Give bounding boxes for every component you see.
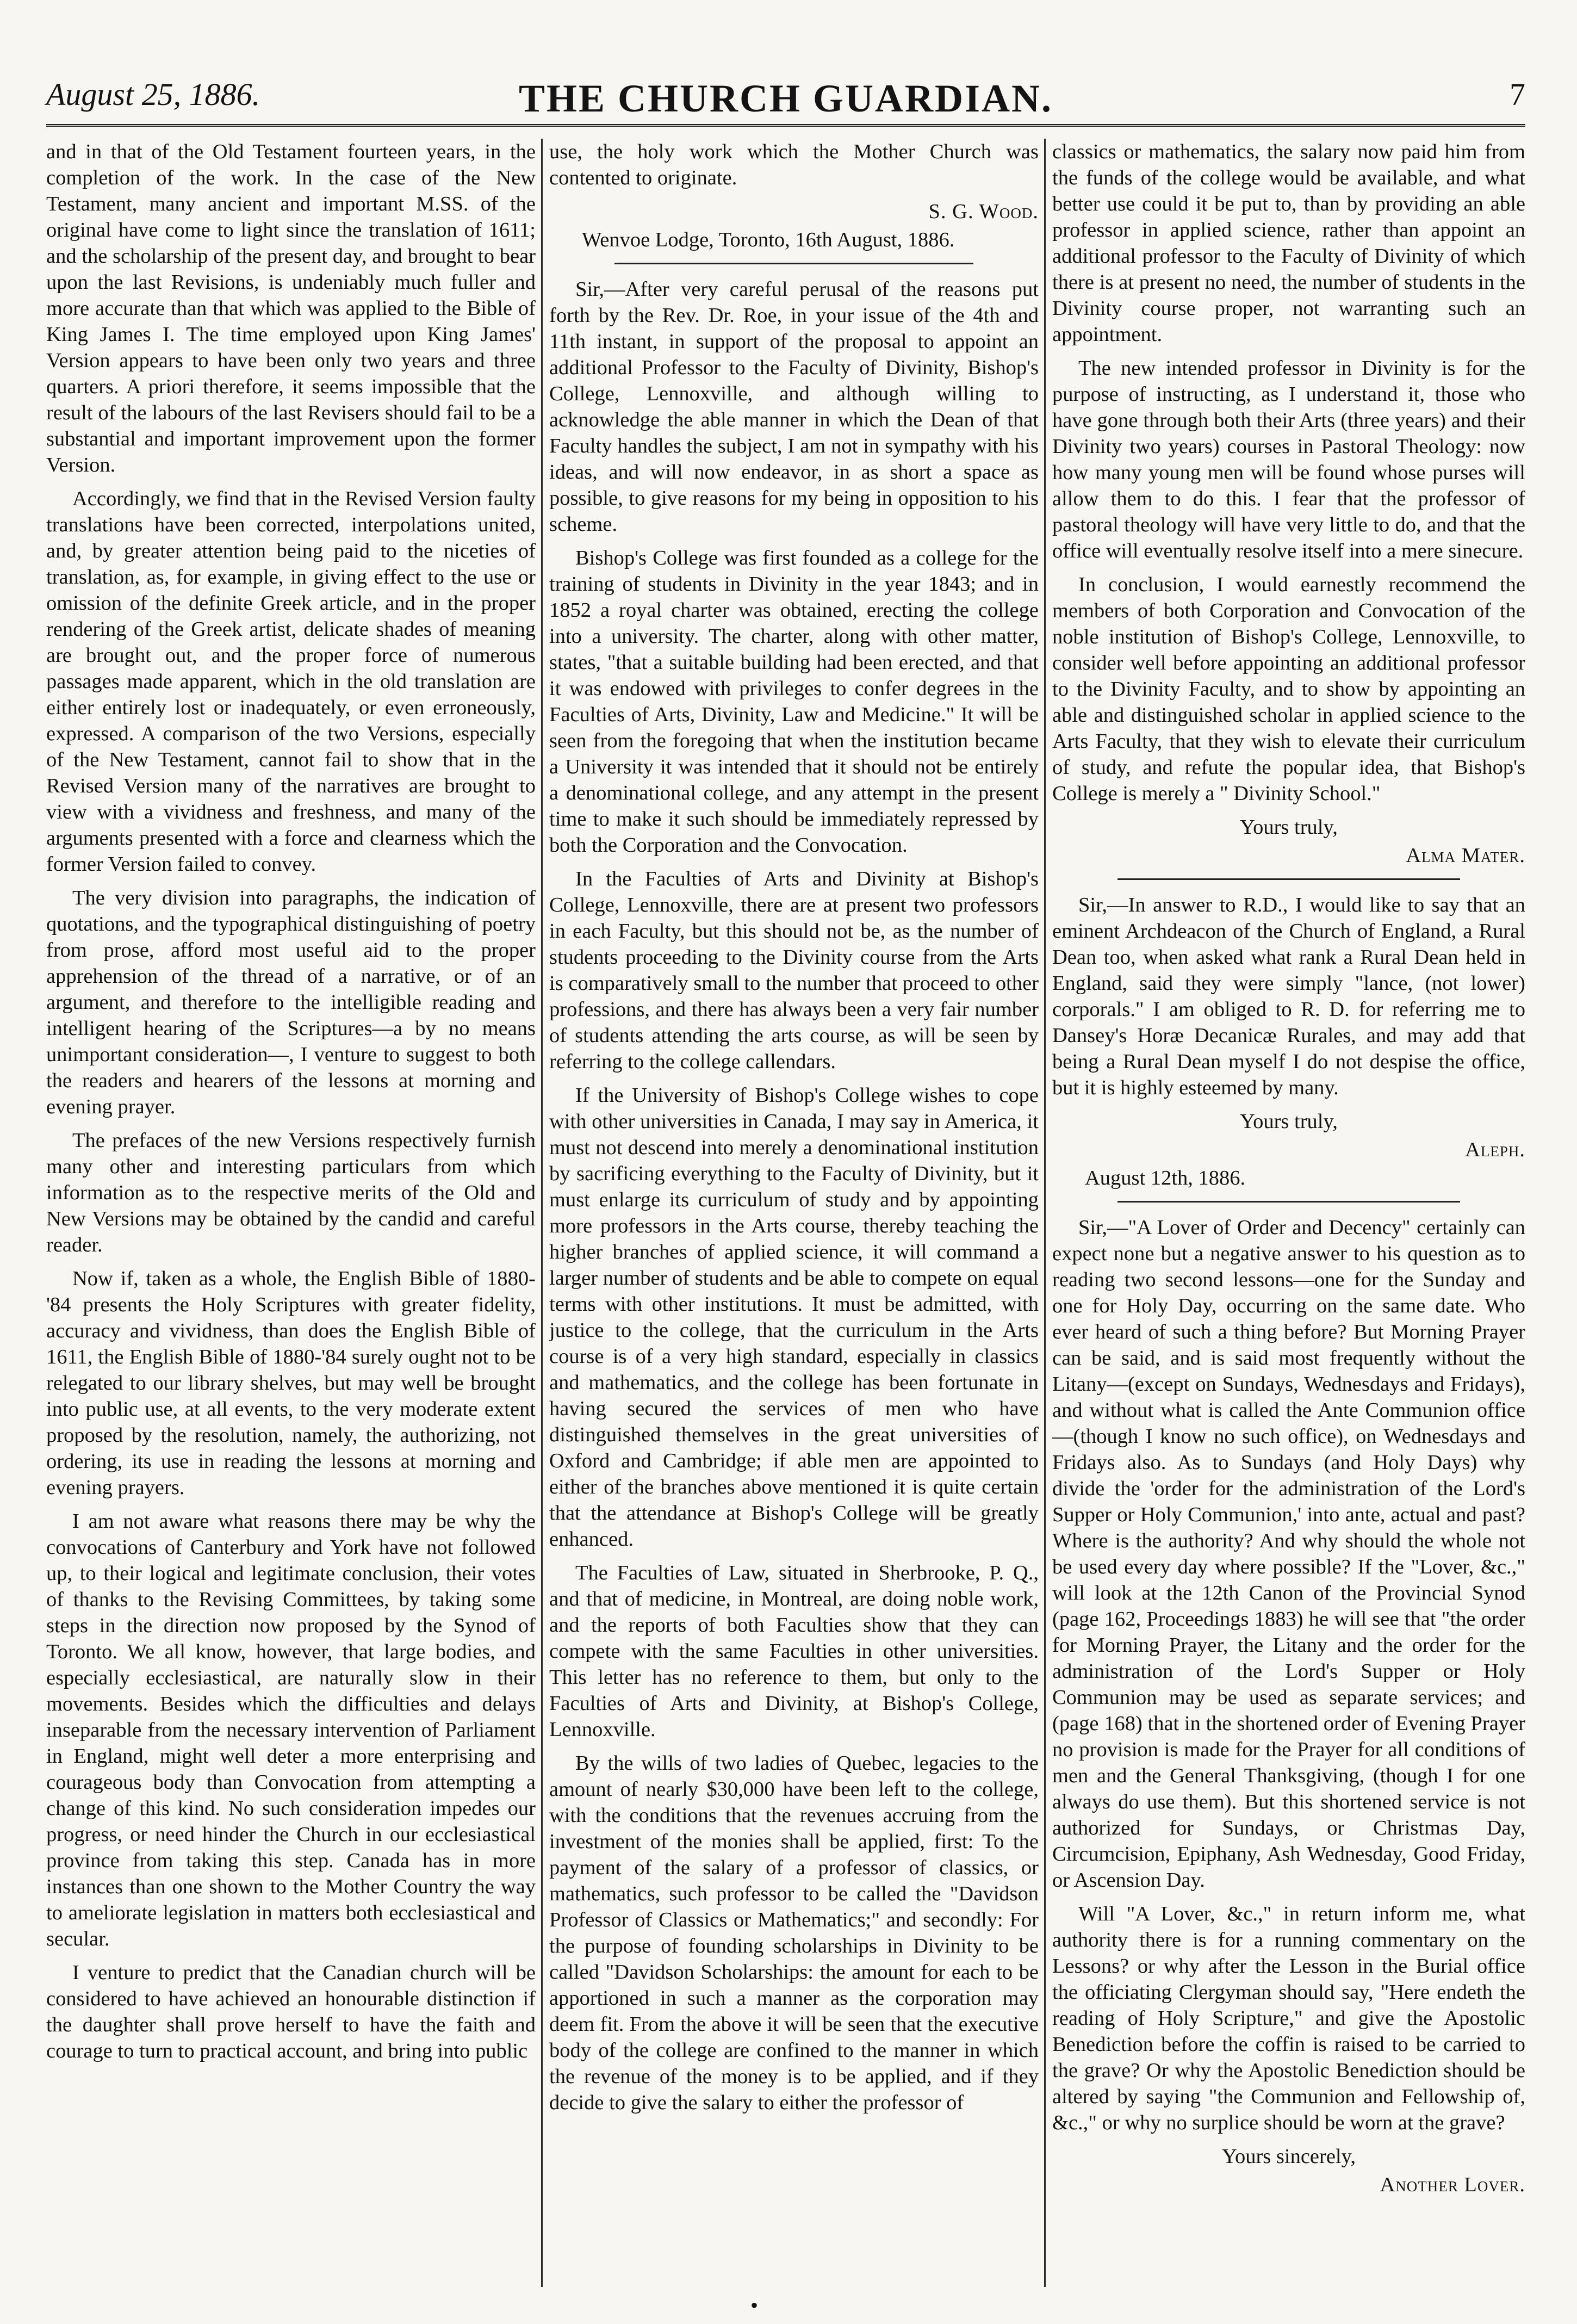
paragraph: I am not aware what reasons there may be why the convocations of Canterbury and York have not followed up, to their logical and legitimate conclusion, their votes of thanks to the Revising Committees, by taking some steps in the direction now proposed by the Synod of Toronto. We all know, however, that large bodies, and especially ecclesiastical, are naturally slow in their movements. Besides which the difficulties and delays inseparable from the necessary intervention of Parliament in England, might well deter a more enterprising and courageous body than Convocation from attempting a change of this kind. No such consideration impedes our progress, or need hinder the Church in our ecclesiastical province from taking this step. Canada has in more instances than one shown to the Mother Country the way to ameliorate legislation in matters both ecclesiastical and secular. (46, 1510, 536, 1950)
letter-closing: Yours sincerely, (1222, 2145, 1356, 2168)
column-3 (1052, 139, 1525, 2287)
paragraph: The very division into paragraphs, the indication of quotations, and the typographical distinguishing of poetry from prose, afford most useful aid to the proper apprehension of the thread of a narrative, or of an argument, and therefore to the intelligible reading and intelligent hearing of the Scriptures—a by no means unimportant consideration—, I venture to suggest to both the readers and hearers of the lessons at morning and evening prayer. (46, 887, 536, 1118)
letter-closing: Yours truly, (1240, 816, 1338, 839)
column-rule (1044, 139, 1046, 2287)
letter-signature: Alma Mater. (1406, 844, 1525, 867)
column-2 (549, 139, 1039, 2287)
paragraph: The new intended professor in Divinity is for the purpose of instructing, as I understand it, those who have gone through both their Arts (three years) and their Divinity two years) courses in Pastoral Theology: now how many young men will be found whose purses will allow them to do this. I fear that the professor of pastoral theology will have very little to do, and that the office will eventually resolve itself into a mere sinecure. (1052, 357, 1525, 562)
column-rule (541, 139, 543, 2287)
paragraph: I venture to predict that the Canadian church will be considered to have achieved an honourable distinction if the daughter shall prove herself to have the faith and courage to turn to practical account, and bring into public (46, 1961, 536, 2062)
paragraph: Bishop's College was first founded as a college for the training of students in Divinity in the year 1843; and in 1852 a royal charter was obtained, erecting the college into a university. The charter, along with other matter, states, "that a suitable building had been erected, and that it was endowed with privileges to confer degrees in the Faculties of Arts, Divinity, Law and Medicine." It will be seen from the foregoing that when the institution became a University it was intended that it should not be entirely a denominational college, and any attempt in the present time to make it such should be immediately repressed by both the Corporation and the Convocation. (549, 547, 1039, 857)
paragraph: Now if, taken as a whole, the English Bible of 1880-'84 presents the Holy Scriptures with greater fidelity, accuracy and vividness, than does the English Bible of 1611, the English Bible of 1880-'84 surely ought not to be relegated to our library shelves, but may well be brought into public use, at all events, to the very moderate extent proposed by the resolution, namely, the authorizing, not ordering, its use in reading the lessons at morning and evening prayers. (46, 1267, 536, 1499)
paragraph: If the University of Bishop's College wishes to cope with other universities in Canada, I may say in America, it must not descend into merely a denominational institution by sacrificing everything to the Faculty of Divinity, but it must enlarge its curriculum of study and by appointing more professors in the Arts course, thereby teaching the higher branches of applied science, it will command a larger number of students and be able to compete on equal terms with other institutions. It must be admitted, with justice to the college, that the curriculum in the Arts course is of a very high standard, especially in classics and mathematics, and the college has been fortunate in having secured the services of men who have distinguished themselves in the great universities of Oxford and Cambridge; if able men are appointed to either of the branches above mentioned it is quite certain that the attendance at Bishop's College will be greatly enhanced. (549, 1084, 1039, 1551)
issue-date: August 25, 1886. (46, 77, 260, 112)
footer-mark: • (750, 2293, 759, 2317)
paragraph: The prefaces of the new Versions respectively furnish many other and interesting particulars from which information as to the respective merits of the Old and New Versions may be obtained by the candid and careful reader. (46, 1129, 536, 1256)
paragraph: classics or mathematics, the salary now paid him from the funds of the college would be available, and what better use could it be put to, than by providing an able professor in applied science, rather than appoint an additional professor to the Faculty of Divinity of which there is at present no need, the number of students in the Divinity course proper, not warranting such an appointment. (1052, 140, 1525, 346)
paragraph: and in that of the Old Testament fourteen years, in the completion of the work. In the case of the New Testament, many ancient and important M.SS. of the original have come to light since the translation of 1611; and the scholarship of the present day, and brought to bear upon the last Revisions, is undeniably much fuller and more accurate than that which was applied to the Bible of King James I. The time employed upon King James' Version appears to have been only two years and three quarters. A priori therefore, it seems impossible that the result of the labours of the last Revisers should fail to be a substantial and important improvement upon the former Version. (46, 140, 536, 476)
page-number: 7 (1510, 77, 1525, 112)
letter-divider (1117, 1201, 1460, 1203)
letter-divider (614, 263, 973, 264)
letter-signature: Aleph. (1465, 1138, 1525, 1161)
paragraph: Sir,—"A Lover of Order and Decency" certainly can expect none but a negative answer to his question as to reading two second lessons—one for the Sunday and one for Holy Day, occurring on the same date. Who ever heard of such a thing before? But Morning Prayer can be said, and is said most frequently without the Litany—(except on Sundays, Wednesdays and Fridays), and without what is called the Ante Communion office—(though I know no such office), on Wednesdays and Fridays also. As to Sundays (and Holy Days) why divide the 'order for the administration of the Lord's Supper or Holy Communion,' into ante, actual and past? Where is the authority? And why should the whole not be used every day where possible? If the "Lover, &c.," will look at the 12th Canon of the Provincial Synod (page 162, Proceedings 1883) he will see that "the order for Morning Prayer, the Litany and the order for the administration of the Lord's Supper or Holy Communion may be used as separate services; and (page 168) that in the shortened order of Evening Prayer no provision is made for the Prayer for all conditions of men and the General Thanksgiving, (though I for one always do use them). But this shortened service is not authorized for Sundays, or Christmas Day, Circumcision, Epiphany, Ash Wednesday, Good Friday, or Ascension Day. (1052, 1216, 1525, 1892)
paragraph: Sir,—In answer to R.D., I would like to say that an eminent Archdeacon of the Church of England, a Rural Dean too, when asked what rank a Rural Dean held in England, said they were simply "lance, (not lower) corporals." I am obliged to R. D. for referring me to Dansey's Horæ Decanicæ Rurales, and may add that being a Rural Dean myself I do not despise the office, but it is highly esteemed by many. (1052, 894, 1525, 1099)
paragraph: By the wills of two ladies of Quebec, legacies to the amount of nearly $30,000 have been left to the college, with the conditions that the revenues accruing from the investment of the monies shall be applied, first: To the payment of the salary of a professor of classics, or mathematics, such professor to be called the "Davidson Professor of Classics or Mathematics;" and secondly: For the purpose of founding scholarships in Divinity to be called "Davidson Scholarships: the amount for each to be apportioned in such a manner as the corporation may deem fit. From the above it will be seen that the executive body of the college are confined to the manner in which the revenue of the money is to be applied, and if they decide to give the salary to either the professor of (549, 1752, 1039, 2114)
letter-divider (1117, 878, 1460, 880)
paragraph: use, the holy work which the Mother Church was contented to originate. (549, 140, 1039, 189)
paragraph: In conclusion, I would earnestly recommend the members of both Corporation and Convocation of the noble institution of Bishop's College, Lennoxville, to consider well before appointing an additional professor to the Divinity Faculty, and to show by appointing an able and distinguished scholar in applied science to the Arts Faculty, that they wish to elevate their curriculum of study, and refute the popular idea, that Bishop's College is merely a " Divinity School." (1052, 573, 1525, 805)
paragraph: In the Faculties of Arts and Divinity at Bishop's College, Lennoxville, there are at present two professors in each Faculty, but this should not be, as the number of students proceeding to the Divinity course from the Arts is comparatively small to the number that proceed to other professions, and there has always been a very fair number of students attending the arts course, as will be seen by referring to the college callendars. (549, 867, 1039, 1073)
letter-signature: S. G. Wood. (928, 200, 1039, 223)
letter-dateline: Wenvoe Lodge, Toronto, 16th August, 1886. (582, 228, 955, 251)
masthead (46, 64, 1525, 127)
paragraph: Sir,—After very careful perusal of the reasons put forth by the Rev. Dr. Roe, in your issue of the 4th and 11th instant, in support of the proposal to appoint an additional Professor to the Faculty of Divinity, Bishop's College, Lennoxville, and although willing to acknowledge the able manner in which the Dean of that Faculty handles the subject, I am not in sympathy with his ideas, and will now endeavor, in as short a space as possible, to give reasons for my being in opposition to his scheme. (549, 278, 1039, 536)
letter-closing: Yours truly, (1240, 1110, 1338, 1133)
letter-signature: Another Lover. (1380, 2173, 1525, 2196)
paragraph: The Faculties of Law, situated in Sherbrooke, P. Q., and that of medicine, in Montreal, are doing noble work, and the reports of both Faculties show that they can compete with the same Faculties in other universities. This letter has no reference to them, but only to the Faculties of Arts and Divinity, at Bishop's College, Lennoxville. (549, 1561, 1039, 1741)
paragraph: Will "A Lover, &c.," in return inform me, what authority there is for a running commentary on the Lessons? or why after the Lesson in the Burial office the officiating Clergyman should say, "Here endeth the reading of Holy Scripture," and give the Apostolic Benediction before the coffin is raised to be carried to the grave? Or why the Apostolic Benediction should be altered by saying "the Communion and Fellowship of, &c.," or why no surplice should be worn at the grave? (1052, 1902, 1525, 2134)
letter-dateline: August 12th, 1886. (1085, 1167, 1246, 1189)
paragraph: Accordingly, we find that in the Revised Version faulty translations have been corrected, interpolations united, and, by greater attention being paid to the niceties of translation, as, for example, in giving effect to the use or omission of the definite Greek article, and in the proper rendering of the Greek artist, delicate shades of meaning are brought out, and the proper force of numerous passages made apparent, which in the old translation are either entirely lost or inadequately, or even erroneously, expressed. A comparison of the two Versions, especially of the New Testament, cannot fail to show that in the Revised Version many of the narratives are brought to view with a vividness and freshness, and many of the arguments presented with a force and clearness which the former Version failed to convey. (46, 487, 536, 876)
column-1 (46, 139, 536, 2287)
newspaper-title: THE CHURCH GUARDIAN. (518, 77, 1053, 120)
